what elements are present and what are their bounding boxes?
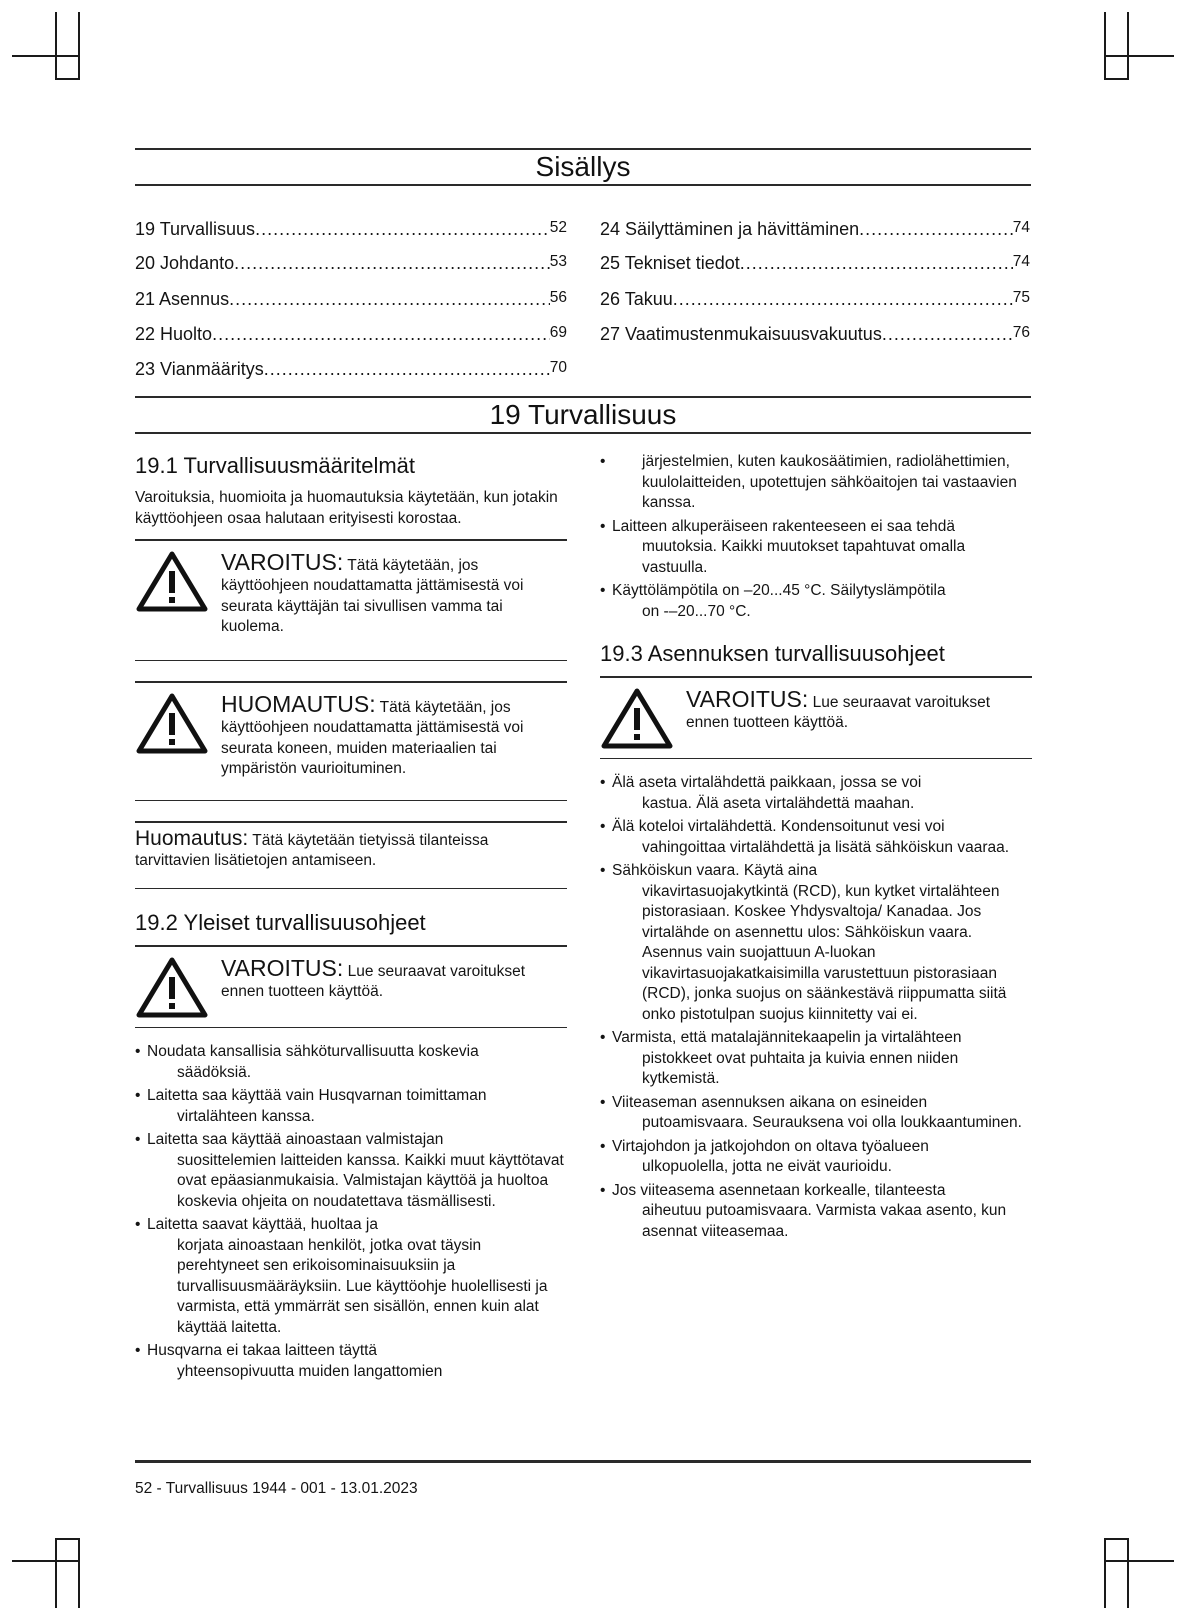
- warning-notice: [135, 549, 567, 638]
- crop-mark: [55, 78, 80, 80]
- divider: [600, 676, 1032, 678]
- section-heading-19-2: 19.2 Yleiset turvallisuusohjeet: [135, 910, 426, 935]
- caution-text: Tätä käytetään, jos käyttöohjeen noudattamatta jättämisestä voi seurata koneen, muiden materiaalien tai ympäristön vaurioituminen.: [221, 698, 524, 777]
- warning-triangle-icon: [135, 549, 209, 613]
- list-item: • Husqvarna ei takaa laitteen täyttä yhteensopivuutta muiden langattomien: [135, 1341, 567, 1382]
- crop-mark: [55, 12, 57, 78]
- page-footer: 52 - Turvallisuus 1944 - 001 - 13.01.2023: [135, 1480, 418, 1497]
- list-item: • Laitetta saa käyttää vain Husqvarnan toimittaman virtalähteen kanssa.: [135, 1086, 567, 1127]
- crop-mark: [55, 1538, 57, 1608]
- list-item: • Virtajohdon ja jatkojohdon on oltava työalueen ulkopuolella, jotta ne eivät vaurioidu.: [600, 1137, 1032, 1178]
- warning-triangle-icon: [135, 691, 209, 755]
- toc-bottom-rule: [135, 184, 1031, 186]
- toc-right-column: [600, 218, 1030, 348]
- list-item: • Laitetta saavat käyttää, huoltaa ja korjata ainoastaan henkilöt, jotka ovat täysin perehtyneet sen erikoisominaisuuksiin ja turvallisuusmääräyksiin. Lue käyttöohje huolellisesti ja varmista, että ymmärrät sen sisällön, ennen kuin alat käyttää laitetta.: [135, 1215, 567, 1338]
- note-label: Huomautus:: [135, 826, 249, 850]
- section-heading-19-1: 19.1 Turvallisuusmääritelmät: [135, 453, 416, 478]
- toc-title: Sisällys: [535, 151, 631, 182]
- installation-safety-list: [600, 773, 1032, 1242]
- warning-label: VAROITUS:: [221, 548, 344, 575]
- divider: [135, 821, 567, 823]
- toc-entry[interactable]: 22 Huolto ..... 69: [135, 323, 567, 345]
- list-item: • Sähköiskun vaara. Käytä aina vikavirtasuojakytkintä (RCD), kun kytket virtalähteen pistorasiaan. Koskee Yhdysvaltoja/ Kanadaa. Jos virtalähde on asennettu ulos: Sähköiskun vaara. Asennus vain suojattuun A-luokan vikavirtasuojakatkaisimilla varustettuun pistorasiaan (RCD), jonka suojus on säänkestävä riippumatta siitä onko pistotulpan suojus kiinnitetty vai ei.: [600, 861, 1032, 1025]
- crop-mark: [1127, 1538, 1129, 1608]
- warning-label: VAROITUS:: [686, 685, 809, 712]
- general-safety-list-continued: [600, 452, 1032, 622]
- crop-mark: [1104, 1538, 1106, 1608]
- warning-notice: [135, 955, 567, 1019]
- warning-label: VAROITUS:: [221, 954, 344, 981]
- crop-mark: [1104, 78, 1129, 80]
- crop-mark: [1104, 55, 1174, 57]
- chapter-title: 19 Turvallisuus: [489, 399, 677, 430]
- caution-label: HUOMAUTUS:: [221, 690, 376, 717]
- general-safety-list: [135, 1042, 567, 1382]
- right-column: [600, 452, 1032, 1245]
- divider: [135, 888, 567, 890]
- divider: [135, 681, 567, 683]
- note-block: [135, 827, 567, 872]
- crop-mark: [12, 55, 80, 57]
- section-heading-19-3: 19.3 Asennuksen turvallisuusohjeet: [600, 641, 945, 666]
- toc-entry[interactable]: 19 Turvallisuus ..... 52: [135, 218, 567, 240]
- list-item: • Käyttölämpötila on –20...45 °C. Säilytyslämpötila on -–20...70 °C.: [600, 581, 1032, 622]
- list-item: • Laitteen alkuperäiseen rakenteeseen ei saa tehdä muutoksia. Kaikki muutokset tapahtuvat omalla vastuulla.: [600, 517, 1032, 579]
- toc-entry[interactable]: 20 Johdanto ..... 53: [135, 252, 567, 274]
- divider: [135, 800, 567, 802]
- chapter-bottom-rule: [135, 432, 1031, 434]
- crop-mark: [1104, 1560, 1174, 1562]
- list-item: • Varmista, että matalajännitekaapelin ja virtalähteen pistokkeet ovat puhtaita ja kuivia ennen niiden kytkemistä.: [600, 1028, 1032, 1090]
- list-item: • Laitetta saa käyttää ainoastaan valmistajan suosittelemien laitteiden kanssa. Kaikki muut käyttötavat ovat epäasianmukaisia. Valmistajan käyttöä ja huoltoa koskevia ohjeita on noudatettava täsmällisesti.: [135, 1130, 567, 1212]
- toc-entry[interactable]: 26 Takuu ..... 75: [600, 288, 1030, 310]
- note-text: Tätä käytetään tietyissä tilanteissa tarvittavien lisätietojen antamiseen.: [135, 831, 489, 869]
- divider: [135, 945, 567, 947]
- crop-mark: [1104, 1538, 1129, 1540]
- list-item: • Älä aseta virtalähdettä paikkaan, jossa se voi kastua. Älä aseta virtalähdettä maahan.: [600, 773, 1032, 814]
- divider: [600, 758, 1032, 760]
- toc-entry[interactable]: 25 Tekniset tiedot ..... 74: [600, 252, 1030, 274]
- crop-mark: [55, 1538, 80, 1540]
- warning-text: Tätä käytetään, jos käyttöohjeen noudattamatta jättämisestä voi seurata käyttäjän tai sivullisen vamma tai kuolema.: [221, 556, 524, 635]
- warning-notice: [600, 686, 1032, 750]
- crop-mark: [78, 1538, 80, 1608]
- crop-mark: [1104, 12, 1106, 78]
- warning-triangle-icon: [135, 955, 209, 1019]
- divider: [135, 539, 567, 541]
- divider: [135, 1027, 567, 1029]
- footer-rule: [135, 1460, 1031, 1463]
- left-column: [135, 452, 567, 1385]
- toc-entry[interactable]: 24 Säilyttäminen ja hävittäminen ..... 74: [600, 218, 1030, 240]
- caution-notice: [135, 691, 567, 780]
- crop-mark: [1127, 12, 1129, 78]
- toc-left-column: [135, 218, 567, 378]
- toc-entry[interactable]: 27 Vaatimustenmukaisuusvakuutus ..... 76: [600, 323, 1030, 345]
- list-item: • Noudata kansallisia sähköturvallisuutta koskevia säädöksiä.: [135, 1042, 567, 1083]
- crop-mark: [12, 1560, 80, 1562]
- list-item: • Jos viiteasema asennetaan korkealle, tilanteesta aiheutuu putoamisvaara. Varmista vakaa asento, kun asennat viiteasemaa.: [600, 1181, 1032, 1243]
- warning-triangle-icon: [600, 686, 674, 750]
- crop-mark: [78, 12, 80, 78]
- section-intro: Varoituksia, huomioita ja huomautuksia käytetään, kun jotakin käyttöohjeen osaa halutaan erityisesti korostaa.: [135, 489, 558, 527]
- toc-entry[interactable]: 23 Vianmääritys ..... 70: [135, 358, 567, 380]
- warning-text: Lue seuraavat varoitukset ennen tuotteen käyttöä.: [686, 693, 991, 731]
- list-item: • Älä koteloi virtalähdettä. Kondensoitunut vesi voi vahingoittaa virtalähdettä ja lisätä sähköiskun vaaraa.: [600, 817, 1032, 858]
- list-item: • järjestelmien, kuten kaukosäätimien, radiolähettimien, kuulolaitteiden, upotettujen sähköaitojen tai vastaavien kanssa.: [600, 452, 1032, 514]
- list-item: • Viiteaseman asennuksen aikana on esineiden putoamisvaara. Seurauksena voi olla loukkaantuminen.: [600, 1093, 1032, 1134]
- divider: [135, 660, 567, 662]
- toc-entry[interactable]: 21 Asennus ..... 56: [135, 288, 567, 310]
- warning-text: Lue seuraavat varoitukset ennen tuotteen käyttöä.: [221, 962, 526, 1000]
